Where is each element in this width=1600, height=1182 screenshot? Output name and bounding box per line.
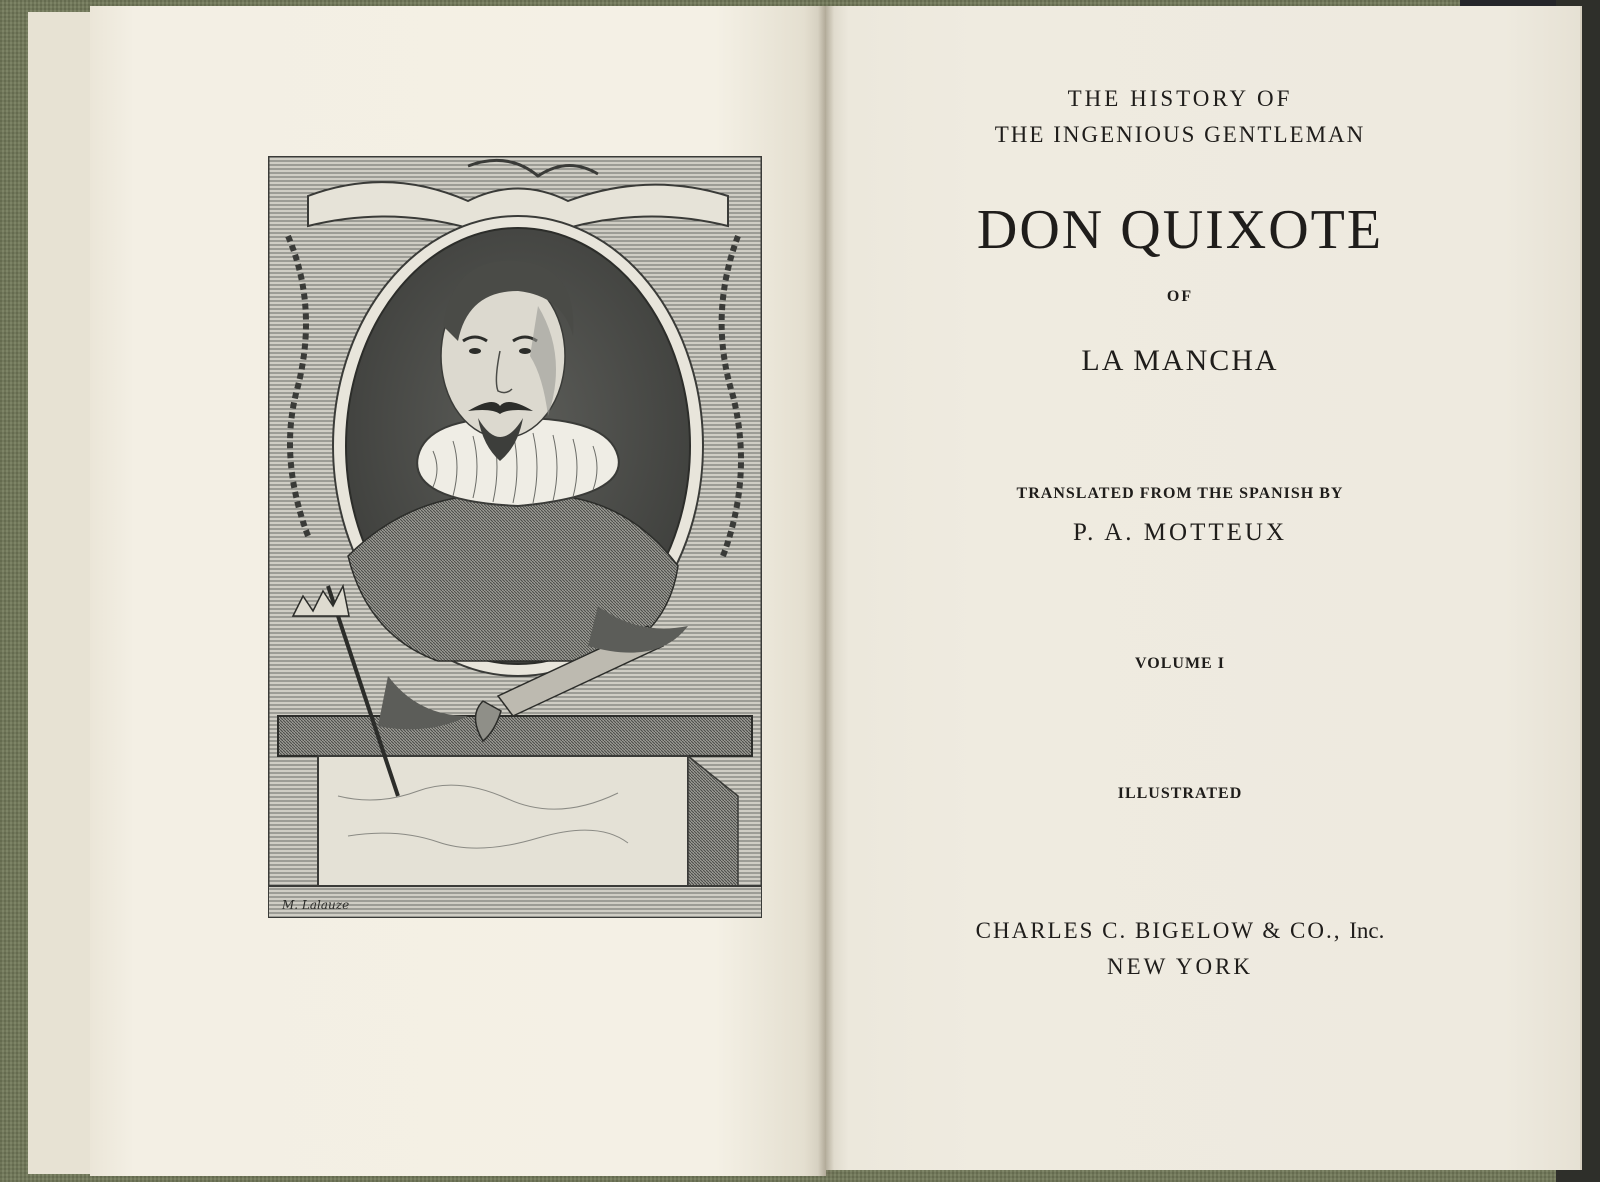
frontispiece-portrait-engraving	[268, 156, 762, 918]
publisher-name: CHARLES C. BIGELOW & CO.,	[975, 918, 1342, 943]
translated-by-line: TRANSLATED FROM THE SPANISH BY	[1016, 485, 1344, 502]
title-line-gentleman: THE INGENIOUS GENTLEMAN	[994, 122, 1366, 147]
title-line-history: THE HISTORY OF	[1067, 86, 1293, 111]
engraver-signature: M. Lalauze	[282, 898, 350, 912]
publisher-line	[830, 918, 1530, 944]
illustrated-label: ILLUSTRATED	[1117, 785, 1243, 802]
translator-name: P. A. MOTTEUX	[1072, 519, 1287, 546]
publisher-suffix: Inc.	[1349, 918, 1385, 943]
main-title: DON QUIXOTE	[976, 199, 1384, 261]
publisher-city: NEW YORK	[1106, 954, 1254, 979]
volume-label: VOLUME I	[1135, 655, 1225, 672]
title-of: OF	[1166, 288, 1194, 305]
title-page-text	[830, 0, 1530, 1182]
subtitle-la-mancha: LA MANCHA	[1081, 344, 1279, 377]
